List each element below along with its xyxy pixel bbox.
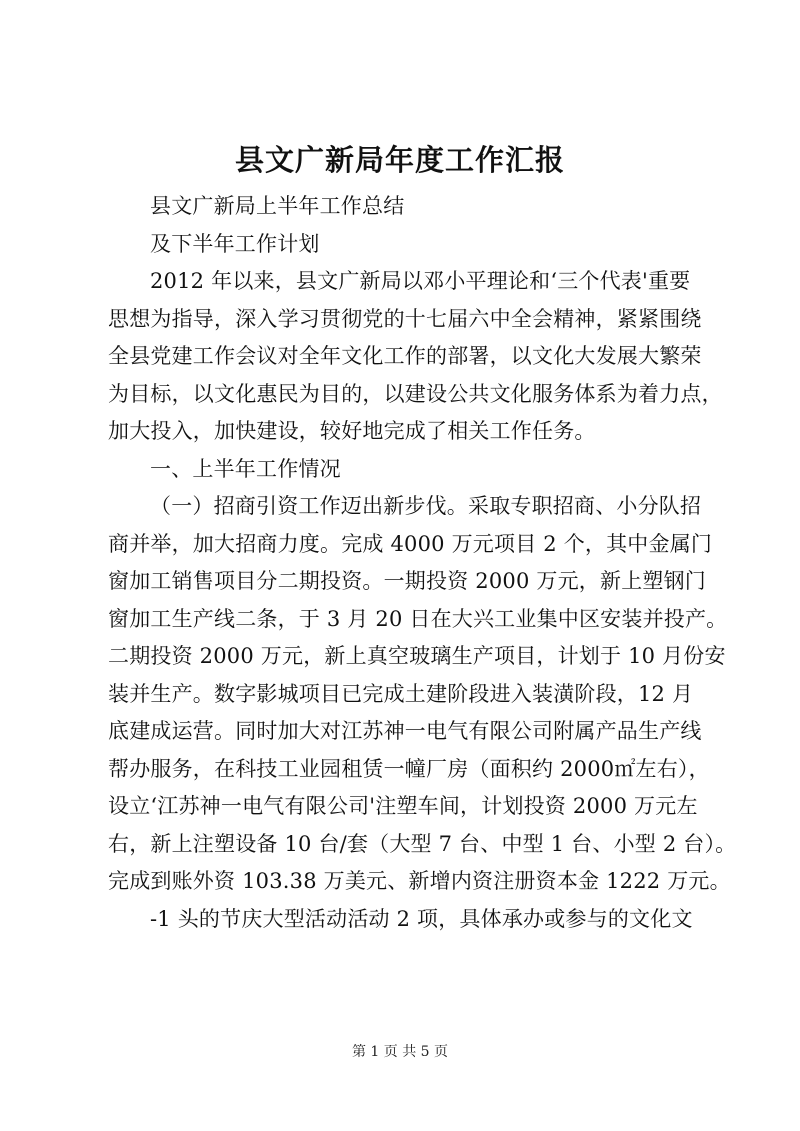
subtitle-line-1: 县文广新局上半年工作总结 xyxy=(150,194,405,218)
paragraph-line: 加大投入，加快建设，较好地完成了相关工作任务。 xyxy=(108,419,596,443)
paragraph-line: 设立‘江苏神一电气有限公司'注塑车间，计划投资 2000 万元左 xyxy=(108,794,698,818)
paragraph-line: 右，新上注塑设备 10 台/套（大型 7 台、中型 1 台、小型 2 台）。 xyxy=(108,831,737,856)
page-number-footer: 第 1 页 共 5 页 xyxy=(351,1044,449,1060)
document-title: 县文广新局年度工作汇报 xyxy=(234,143,565,177)
paragraph-line: -1 头的节庆大型活动活动 2 项，具体承办或参与的文化文 xyxy=(150,906,693,931)
paragraph-line: 完成到账外资 103.38 万美元、新增内资注册资本金 1222 万元。 xyxy=(108,869,731,893)
paragraph-line: 为目标，以文化惠民为目的，以建设公共文化服务体系为着力点， xyxy=(108,381,723,406)
paragraph-line: 全县党建工作会议对全年文化工作的部署，以文化大发展大繁荣 xyxy=(108,344,702,368)
paragraph-line: 窗加工销售项目分二期投资。一期投资 2000 万元，新上塑钢门 xyxy=(108,569,706,593)
paragraph-line: 装并生产。数字影城项目已完成土建阶段进入装潢阶段，12 月 xyxy=(108,681,694,706)
document-body xyxy=(108,188,737,938)
subtitle-line-2: 及下半年工作计划 xyxy=(150,231,320,256)
section-heading: 一、上半年工作情况 xyxy=(150,456,341,481)
paragraph-line: （一）招商引资工作迈出新步伐。采取专职招商、小分队招 xyxy=(150,494,702,518)
paragraph-line: 思想为指导，深入学习贯彻党的十七届六中全会精神，紧紧围绕 xyxy=(108,306,702,331)
paragraph-line: 商并举，加大招商力度。完成 4000 万元项目 2 个，其中金属门 xyxy=(108,531,713,556)
paragraph-line: 二期投资 2000 万元，新上真空玻璃生产项目，计划于 10 月份安 xyxy=(108,644,726,668)
paragraph-line: 2012 年以来，县文广新局以邓小平理论和‘三个代表'重要 xyxy=(150,269,691,293)
paragraph-line: 帮办服务，在科技工业园租赁一幢厂房（面积约 2000㎡左右）， xyxy=(108,756,710,781)
paragraph-line: 底建成运营。同时加大对江苏神一电气有限公司附属产品生产线 xyxy=(108,719,702,743)
paragraph-line: 窗加工生产线二条，于 3 月 20 日在大兴工业集中区安装并投产。 xyxy=(108,606,728,631)
